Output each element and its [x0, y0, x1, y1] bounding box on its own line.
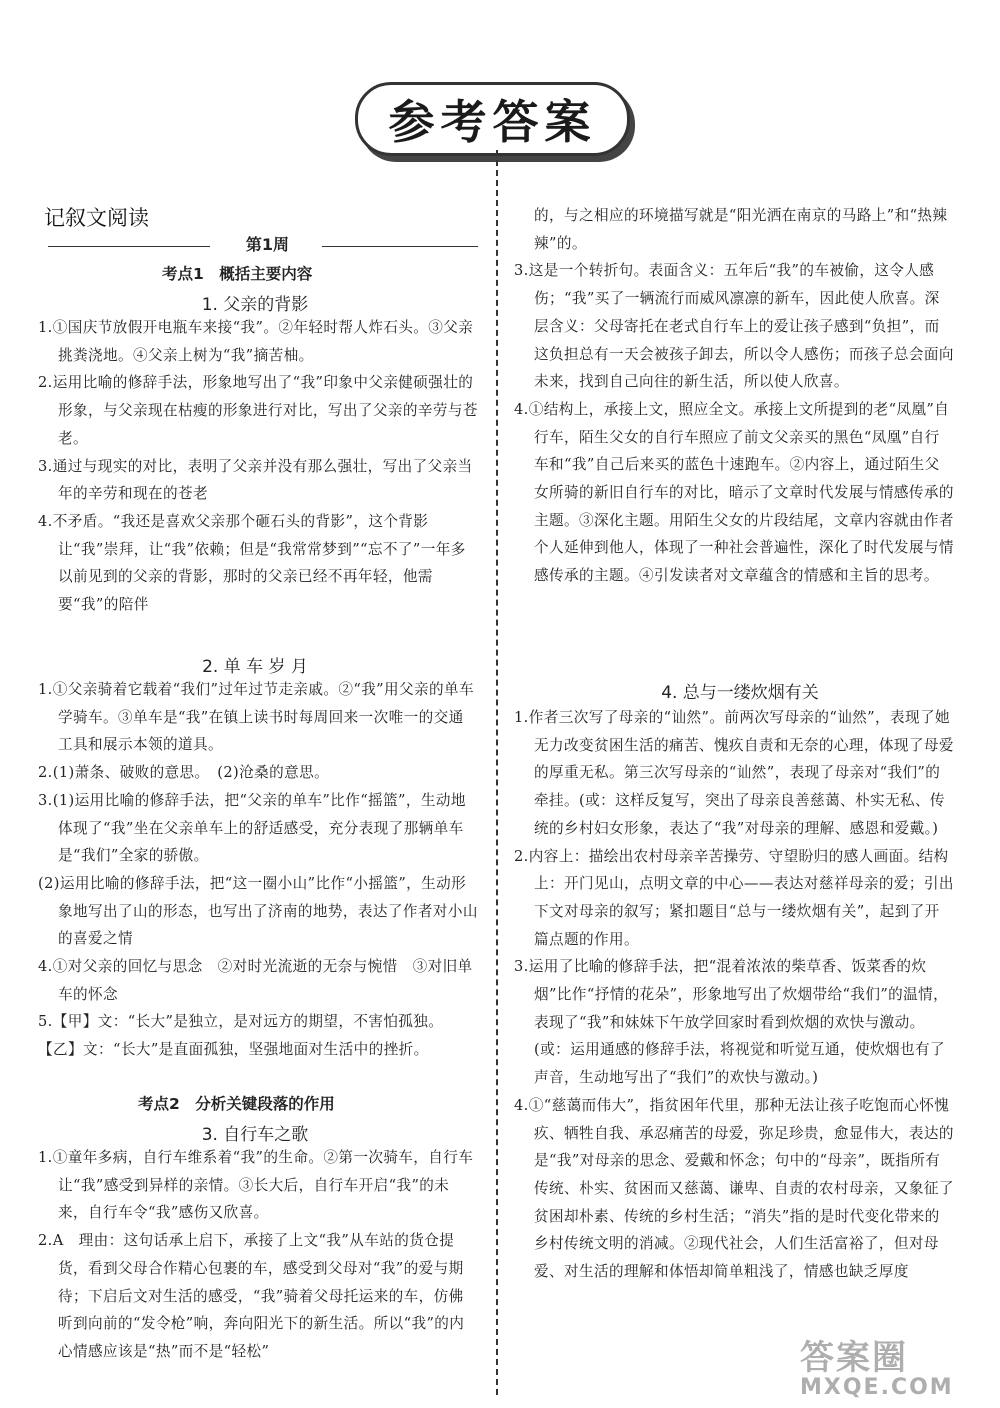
answers-article-2: [38, 676, 478, 1064]
answer-item: 3.(1)运用比喻的修辞手法，把“父亲的单车”比作“摇篮”，生动地体现了“我”坐在父亲单车上的舒适感受，充分表现了那辆单车是“我们”全家的骄傲。: [38, 791, 466, 865]
answer-item: 4.不矛盾。“我还是喜欢父亲那个砸石头的背影”，这个背影让“我”崇拜，让“我”依赖；但是“我常常梦到”“忘不了”一年多以前见到的父亲的背影，那时的父亲已经不再年轻，他需要“我”的陪伴: [38, 512, 466, 614]
week-label: 第1周: [245, 235, 290, 254]
answer-item: 4.①结构上，承接上文，照应全文。承接上文所提到的老“凤凰”自行车，陌生父女的自行车照应了前文父亲买的黑色“凤凰”自行车和“我”自己后来买的蓝色十速跑车。②内容上，通过陌生父女所骑的新旧自行车的对比，暗示了文章时代发展与情感传承的主题。③深化主题。用陌生父女的片段结尾，文章内容就由作者个人延伸到他人，体现了一种社会普遍性，深化了时代发展与情感传承的主题。④引发读者对文章蕴含的情感和主旨的思考。: [514, 400, 954, 585]
column-divider: [496, 150, 498, 1395]
answer-item: 4.①“慈蔼而伟大”，指贫困年代里，那种无法让孩子吃饱而心怀愧疚、牺牲自我、承忍痛苦的母爱，弥足珍贵，愈显伟大，表达的是“我”对母亲的思念、爱戴和怀念；句中的“母亲”，既指所有传统、朴实、贫困而又慈蔼、谦卑、自责的农村母亲，又象征了贫困却朴素、传统的乡村生活；“消失”指的是时代变化带来的乡村传统文明的消减。②现代社会，人们生活富裕了，但对母爱、对生活的理解和体悟却简单粗浅了，情感也缺乏厚度: [514, 1096, 954, 1281]
answer-item: 2.(1)萧条、破败的意思。 (2)沧桑的意思。: [38, 764, 330, 782]
answer-item: (2)运用比喻的修辞手法，把“这一圈小山”比作“小摇篮”，生动形象地写出了山的形态，也写出了济南的地势，表达了作者对小山的喜爱之情: [38, 874, 478, 948]
answer-item: 【乙】文：“长大”是直面孤独，坚强地面对生活中的挫折。: [38, 1041, 429, 1059]
answer-item: 3.这是一个转折句。表面含义：五年后“我”的车被偷，这令人感伤；“我”买了一辆流行而威风凛凛的新车，因此使人欣喜。深层含义：父母寄托在老式自行车上的爱让孩子感到“负担”，而这负担总有一天会被孩子卸去，所以令人感伤；而孩子总会面向未来，找到自己向往的新生活，所以使人欣喜。: [514, 262, 954, 391]
watermark-top: 答案圈: [800, 1338, 908, 1378]
watermark: [800, 1330, 954, 1400]
answer-item: 2.内容上：描绘出农村母亲辛苦操劳、守望盼归的感人画面。结构上：开门见山，点明文章的中心——表达对慈祥母亲的爱；引出下文对母亲的叙写；紧扣题目“总与一缕炊烟有关”，起到了开篇点题的作用。: [514, 847, 954, 948]
week-heading: [48, 236, 478, 256]
answers-article-1: [38, 314, 478, 619]
article-title-2: 2. 单 车 岁 月: [202, 657, 308, 677]
kaodian-1: 考点1 概括主要内容: [162, 265, 313, 283]
answers-article-4: [514, 704, 954, 1286]
answer-item: 1.①父亲骑着它载着“我们”过年过节走亲戚。②“我”用父亲的单车学骑车。③单车是“我”在镇上读书时每周回来一次唯一的交通工具和展示本领的道具。: [38, 681, 475, 754]
answer-item: 1.①童年多病，自行车维系着“我”的生命。②第一次骑车，自行车让“我”感受到异样的亲情。③长大后，自行车开启“我”的未来，自行车令“我”感伤又欣喜。: [38, 1149, 474, 1222]
page-title: 参考答案: [388, 95, 597, 149]
title-banner: [355, 82, 630, 156]
answer-item: 3.通过与现实的对比，表明了父亲并没有那么强壮，写出了父亲当年的辛劳和现在的苍老: [38, 457, 473, 503]
rule-left: [48, 246, 210, 247]
answer-item: 5.【甲】文：“长大”是独立，是对远方的期望，不害怕孤独。: [38, 1013, 444, 1031]
article-title-3: 3. 自行车之歌: [201, 1125, 309, 1145]
kaodian-2: 考点2 分析关键段落的作用: [138, 1095, 335, 1113]
article-title-1: 1. 父亲的背影: [201, 295, 309, 315]
rule-right: [322, 246, 478, 247]
answer-item: 2.A 理由：这句话承上启下，承接了上文“我”从车站的货仓提货，看到父母合作精心包裹的车，感受到父母对“我”的爱与期待；下启后文对生活的感受，“我”骑着父母托运来的车，仿佛听到向前的“发令枪”响，奔向阳光下的新生活。所以“我”的内心情感应该是“热”而不是“轻松”: [38, 1232, 465, 1360]
answers-article-3: [38, 1144, 478, 1366]
answer-item: 2.运用比喻的修辞手法，形象地写出了“我”印象中父亲健硕强壮的形象，与父亲现在枯瘦的形象进行对比，写出了父亲的辛劳与苍老。: [38, 374, 478, 447]
answers-article-3-continued: [514, 202, 954, 590]
answer-item: 3.运用了比喻的修辞手法，把“混着浓浓的柴草香、饭菜香的炊烟”比作“抒情的花朵”，形象地写出了炊烟带给“我们”的温情，表现了“我”和妹妹下午放学回家时看到炊烟的欢快与激动。(或：运用通感的修辞手法，将视觉和听觉互通，使炊烟也有了声音，生动地写出了“我们”的欢快与激动。): [514, 958, 949, 1087]
answer-item: 1.①国庆节放假开电瓶车来接“我”。②年轻时帮人炸石头。③父亲挑粪浇地。④父亲上树为“我”摘苦柚。: [38, 319, 474, 364]
watermark-bottom: MXQE.COM: [800, 1375, 954, 1400]
answer-item: 1.作者三次写了母亲的“讪然”。前两次写母亲的“讪然”，表现了她无力改变贫困生活的痛苦、愧疚自责和无奈的心理，体现了母爱的厚重无私。第三次写母亲的“讪然”，表现了母亲对“我们”的牵挂。(或：这样反复写，突出了母亲良善慈蔼、朴实无私、传统的乡村妇女形象，表达了“我”对母亲的理解、感恩和爱戴。): [514, 709, 954, 837]
answer-item: 的，与之相应的环境描写就是“阳光洒在南京的马路上”和“热辣辣”的。: [534, 207, 948, 252]
answer-item: 4.①对父亲的回忆与思念 ②对时光流逝的无奈与惋惜 ③对旧单车的怀念: [38, 958, 473, 1003]
section-title: 记叙文阅读: [44, 206, 149, 230]
article-title-4: 4. 总与一缕炊烟有关: [661, 683, 819, 703]
